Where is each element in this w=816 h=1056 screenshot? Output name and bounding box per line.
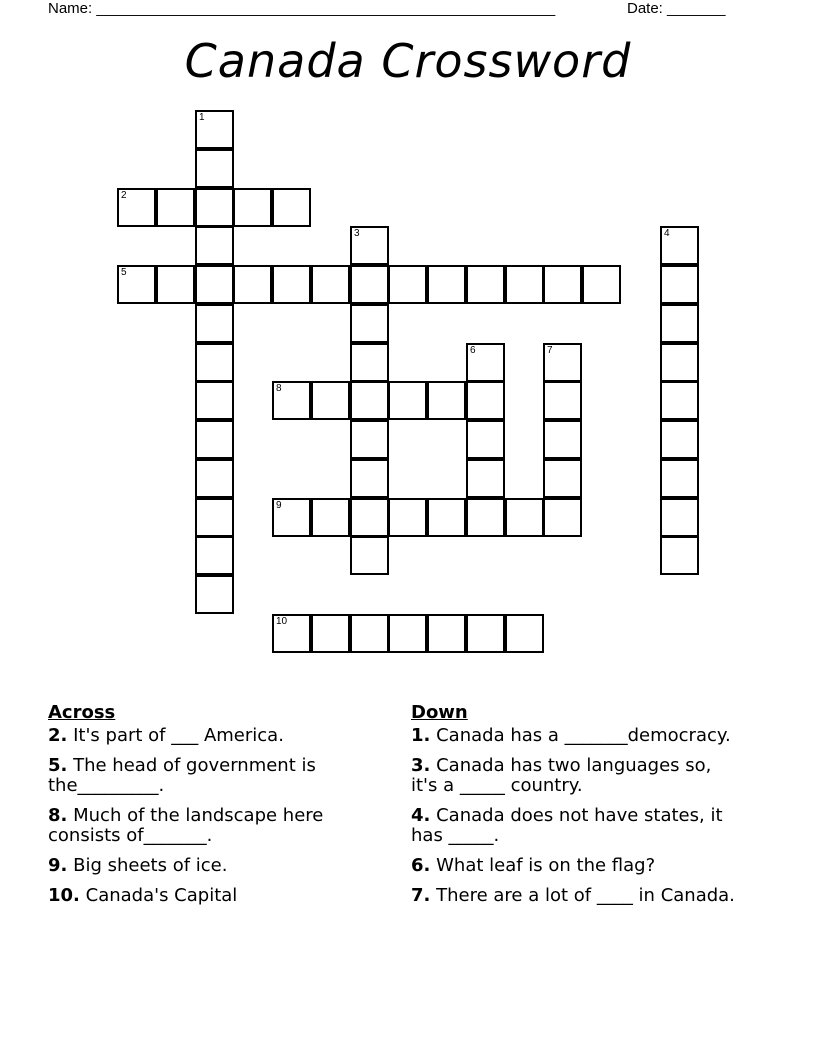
clue-number: 6.	[411, 855, 431, 876]
grid-cell[interactable]	[195, 575, 234, 614]
grid-cell[interactable]	[311, 614, 350, 653]
grid-cell[interactable]	[350, 265, 389, 304]
grid-cell[interactable]	[350, 498, 389, 537]
clue-item	[411, 806, 741, 846]
grid-cell[interactable]	[233, 188, 272, 227]
clue-number: 9.	[48, 855, 68, 876]
grid-cell[interactable]	[195, 188, 234, 227]
grid-cell[interactable]	[195, 459, 234, 498]
grid-cell[interactable]	[350, 420, 389, 459]
grid-cell[interactable]	[350, 459, 389, 498]
clue-number-label: 4	[664, 228, 670, 239]
clue-number-label: 2	[121, 190, 127, 201]
grid-cell[interactable]	[311, 498, 350, 537]
grid-cell[interactable]	[660, 420, 699, 459]
grid-cell[interactable]	[195, 381, 234, 420]
clue-number-label: 5	[121, 267, 127, 278]
clue-item	[411, 756, 741, 796]
clue-item	[48, 886, 378, 906]
clue-number: 7.	[411, 885, 431, 906]
grid-cell[interactable]	[233, 265, 272, 304]
across-clues	[48, 702, 378, 916]
clue-text: It's part of ___ America.	[73, 725, 284, 746]
grid-cell[interactable]	[466, 381, 505, 420]
clue-number-label: 7	[547, 345, 553, 356]
clue-item	[411, 726, 741, 746]
grid-cell[interactable]	[195, 226, 234, 265]
grid-cell[interactable]	[388, 265, 427, 304]
grid-cell[interactable]	[543, 459, 582, 498]
clue-text: Canada has two languages so, it's a _____ country.	[411, 755, 712, 796]
grid-cell[interactable]	[660, 226, 699, 265]
clue-number: 5.	[48, 755, 68, 776]
grid-cell[interactable]	[156, 188, 195, 227]
clue-number-label: 9	[276, 500, 282, 511]
clue-item	[48, 756, 378, 796]
grid-cell[interactable]	[195, 110, 234, 149]
clue-text: Much of the landscape here consists of_______.	[48, 805, 324, 846]
grid-cell[interactable]	[660, 265, 699, 304]
clue-item	[48, 726, 378, 746]
grid-cell[interactable]	[272, 381, 311, 420]
clue-number: 4.	[411, 805, 431, 826]
grid-cell[interactable]	[195, 536, 234, 575]
clue-text: Canada does not have states, it has _____.	[411, 805, 723, 846]
grid-cell[interactable]	[195, 343, 234, 382]
down-heading: Down	[411, 702, 468, 723]
clue-number: 3.	[411, 755, 431, 776]
grid-cell[interactable]	[117, 265, 156, 304]
grid-cell[interactable]	[195, 498, 234, 537]
grid-cell[interactable]	[350, 226, 389, 265]
clue-text: There are a lot of ____ in Canada.	[436, 885, 735, 906]
grid-cell[interactable]	[350, 614, 389, 653]
grid-cell[interactable]	[350, 536, 389, 575]
clue-text: Canada's Capital	[85, 885, 238, 906]
grid-cell[interactable]	[156, 265, 195, 304]
grid-cell[interactable]	[272, 188, 311, 227]
grid-cell[interactable]	[427, 614, 466, 653]
grid-cell[interactable]	[350, 304, 389, 343]
grid-cell[interactable]	[543, 420, 582, 459]
grid-cell[interactable]	[543, 498, 582, 537]
grid-cell[interactable]	[427, 498, 466, 537]
grid-cell[interactable]	[388, 498, 427, 537]
grid-cell[interactable]	[350, 381, 389, 420]
grid-cell[interactable]	[660, 381, 699, 420]
across-heading: Across	[48, 702, 116, 723]
down-clues	[411, 702, 741, 916]
grid-cell[interactable]	[427, 381, 466, 420]
grid-cell[interactable]	[543, 265, 582, 304]
grid-cell[interactable]	[543, 343, 582, 382]
clue-text: Canada has a _______democracy.	[436, 725, 731, 746]
grid-cell[interactable]	[117, 188, 156, 227]
grid-cell[interactable]	[272, 265, 311, 304]
grid-cell[interactable]	[466, 420, 505, 459]
clue-item	[411, 886, 741, 906]
clue-item	[48, 806, 378, 846]
grid-cell[interactable]	[195, 304, 234, 343]
grid-cell[interactable]	[505, 498, 544, 537]
page-title: Canada Crossword	[184, 34, 632, 88]
grid-cell[interactable]	[543, 381, 582, 420]
clue-number-label: 6	[470, 345, 476, 356]
grid-cell[interactable]	[195, 149, 234, 188]
name-field-line: Name: _______________________________________________________	[48, 0, 556, 17]
grid-cell[interactable]	[195, 420, 234, 459]
grid-cell[interactable]	[311, 265, 350, 304]
grid-cell[interactable]	[466, 614, 505, 653]
clue-number: 1.	[411, 725, 431, 746]
grid-cell[interactable]	[660, 459, 699, 498]
grid-cell[interactable]	[582, 265, 621, 304]
grid-cell[interactable]	[505, 614, 544, 653]
clue-text: What leaf is on the flag?	[436, 855, 656, 876]
grid-cell[interactable]	[195, 265, 234, 304]
grid-cell[interactable]	[272, 498, 311, 537]
clue-number-label: 1	[199, 112, 205, 123]
clue-text: The head of government is the_________.	[48, 755, 316, 796]
grid-cell[interactable]	[660, 304, 699, 343]
clue-text: Big sheets of ice.	[73, 855, 228, 876]
date-field-line: Date: _______	[627, 0, 726, 17]
grid-cell[interactable]	[388, 381, 427, 420]
grid-cell[interactable]	[388, 614, 427, 653]
grid-cell[interactable]	[350, 343, 389, 382]
grid-cell[interactable]	[466, 343, 505, 382]
grid-cell[interactable]	[466, 459, 505, 498]
grid-cell[interactable]	[466, 498, 505, 537]
grid-cell[interactable]	[660, 498, 699, 537]
grid-cell[interactable]	[311, 381, 350, 420]
clue-number: 2.	[48, 725, 68, 746]
grid-cell[interactable]	[272, 614, 311, 653]
clue-number: 8.	[48, 805, 68, 826]
grid-cell[interactable]	[427, 265, 466, 304]
grid-cell[interactable]	[660, 536, 699, 575]
clue-item	[411, 856, 741, 876]
clue-number-label: 8	[276, 383, 282, 394]
grid-cell[interactable]	[505, 265, 544, 304]
clue-number-label: 10	[276, 616, 288, 627]
grid-cell[interactable]	[466, 265, 505, 304]
clue-number-label: 3	[354, 228, 360, 239]
clue-item	[48, 856, 378, 876]
grid-cell[interactable]	[660, 343, 699, 382]
clue-number: 10.	[48, 885, 80, 906]
